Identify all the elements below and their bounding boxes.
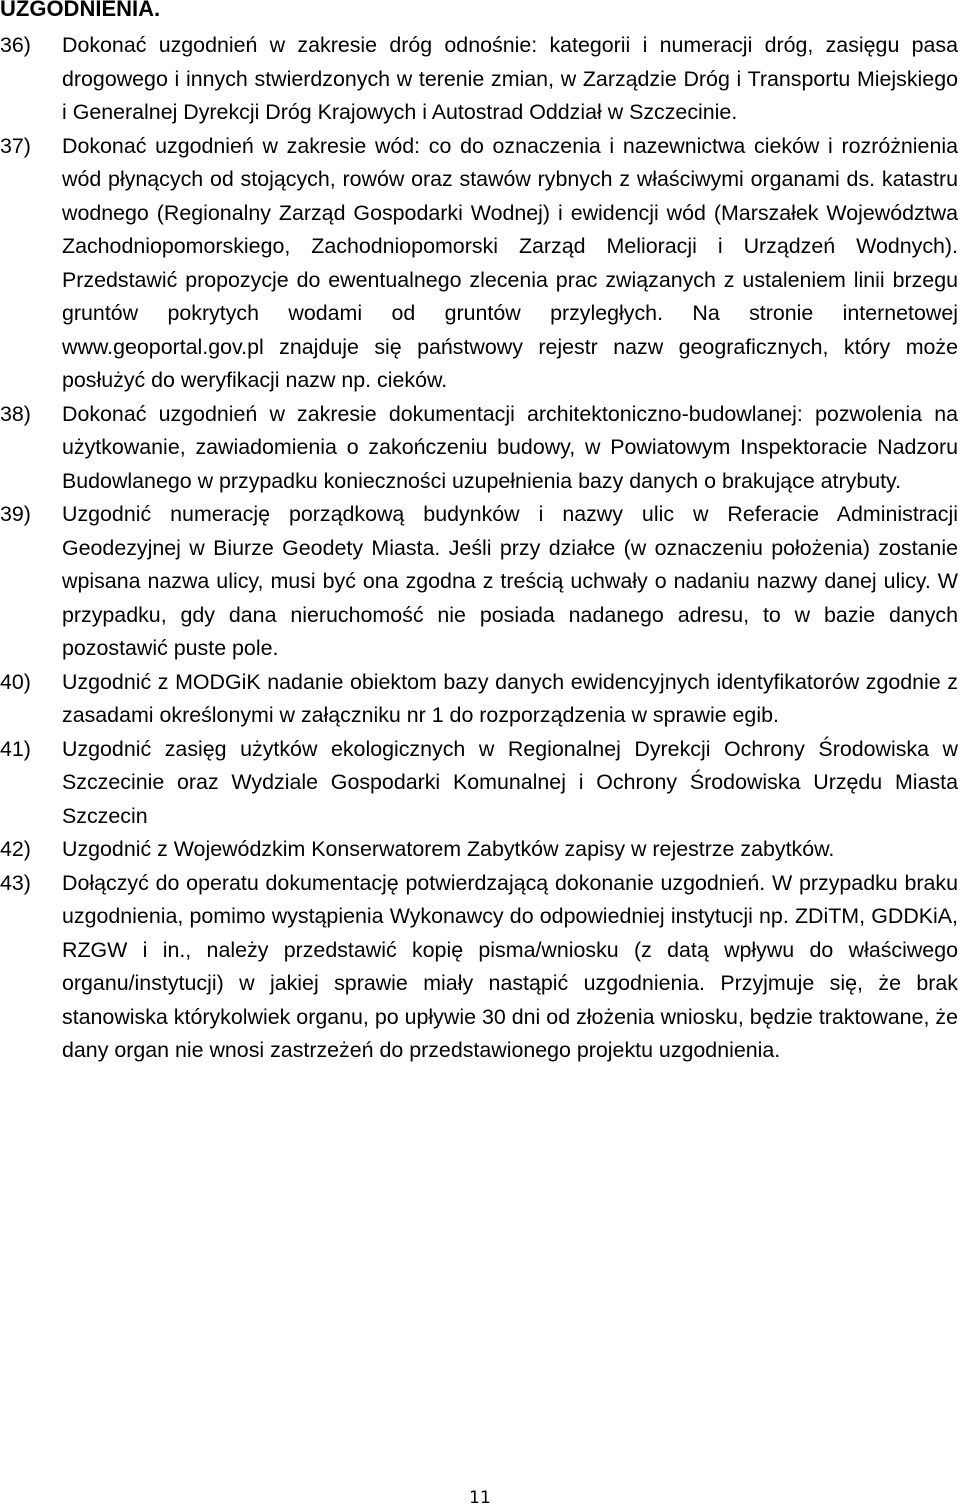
item-text: Dokonać uzgodnień w zakresie wód: co do oznaczenia i nazewnictwa cieków i rozróżnienia wód płynących od stojących, rowów oraz stawów rybnych z właściwymi organami ds. katastru wodnego (Regionalny Zarząd Gospodarki Wodnej) i ewidencji wód (Marszałek Województwa Zachodniopomorskiego, Zachodniopomorski Zarząd Melioracji i Urządzeń Wodnych). Przedstawić propozycje do ewentualnego zlecenia prac związanych z ustaleniem linii brzegu gruntów pokrytych wodami od gruntów przyległych. Na stronie internetowej www.geoportal.gov.pl znajduje się państwowy rejestr nazw geograficznych, który może posłużyć do weryfikacji nazw np. cieków. — [62, 133, 958, 392]
list-item-39 — [0, 498, 958, 666]
list-item-43 — [0, 867, 958, 1068]
list-item-42 — [0, 833, 958, 867]
item-text: Uzgodnić zasięg użytków ekologicznych w Regionalnej Dyrekcji Ochrony Środowiska w Szczecinie oraz Wydziale Gospodarki Komunalnej i Ochrony Środowiska Urzędu Miasta Szczecin — [62, 736, 958, 828]
item-text: Uzgodnić numerację porządkową budynków i nazwy ulic w Referacie Administracji Geodezyjnej w Biurze Geodety Miasta. Jeśli przy działce (w oznaczeniu położenia) zostanie wpisana nazwa ulicy, musi być ona zgodna z treścią uchwały o nadaniu nazwy danej ulicy. W przypadku, gdy dana nieruchomość nie posiada nadanego adresu, to w bazie danych pozostawić puste pole. — [62, 502, 958, 660]
list-item-40 — [0, 666, 958, 733]
item-number: 41) — [0, 736, 31, 761]
item-text: Dokonać uzgodnień w zakresie dokumentacji architektoniczno-budowlanej: pozwolenia na użytkowanie, zawiadomienia o zakończeniu budowy, w Powiatowym Inspektoracie Nadzoru Budowlanego w przypadku konieczności uzupełnienia bazy danych o brakujące atrybuty. — [62, 401, 958, 493]
item-number: 39) — [0, 502, 31, 526]
item-text: Dołączyć do operatu dokumentację potwierdzającą dokonanie uzgodnień. W przypadku braku uzgodnienia, pomimo wystąpienia Wykonawcy do odpowiedniej instytucji np. ZDiTM, GDDKiA, RZGW i in., należy przedstawić kopię pisma/wniosku (z datą wpływu do właściwego organu/instytucji) w jakiej sprawie miały nastąpić uzgodnienia. Przyjmuje się, że brak stanowiska którykolwiek organu, po upływie 30 dni od złożenia wniosku, będzie traktowane, że dany organ nie wnosi zastrzeżeń do przedstawionego projektu uzgodnienia. — [62, 870, 958, 1062]
list-item-41 — [0, 733, 958, 834]
list-item-36 — [0, 29, 958, 130]
item-number: 43) — [0, 870, 31, 895]
item-number: 36) — [0, 33, 31, 57]
page-number: 11 — [469, 1488, 491, 1508]
item-text: Uzgodnić z MODGiK nadanie obiektom bazy danych ewidencyjnych identyfikatorów zgodnie z zasadami określonymi w załączniku nr 1 do rozporządzenia w sprawie egib. — [62, 669, 958, 727]
item-number: 40) — [0, 669, 31, 694]
list-item-38 — [0, 398, 958, 499]
requirements-list — [0, 29, 958, 1068]
list-item-37 — [0, 130, 958, 398]
item-text: Uzgodnić z Wojewódzkim Konserwatorem Zabytków zapisy w rejestrze zabytków. — [62, 837, 835, 861]
item-number: 37) — [0, 133, 31, 158]
section-heading: UZGODNIENIA. — [0, 0, 161, 21]
item-text: Dokonać uzgodnień w zakresie dróg odnośnie: kategorii i numeracji dróg, zasięgu pasa drogowego i innych stwierdzonych w terenie zmian, w Zarządzie Dróg i Transportu Miejskiego i Generalnej Dyrekcji Dróg Krajowych i Autostrad Oddział w Szczecinie. — [62, 33, 958, 124]
item-number: 42) — [0, 837, 31, 861]
item-number: 38) — [0, 401, 31, 426]
